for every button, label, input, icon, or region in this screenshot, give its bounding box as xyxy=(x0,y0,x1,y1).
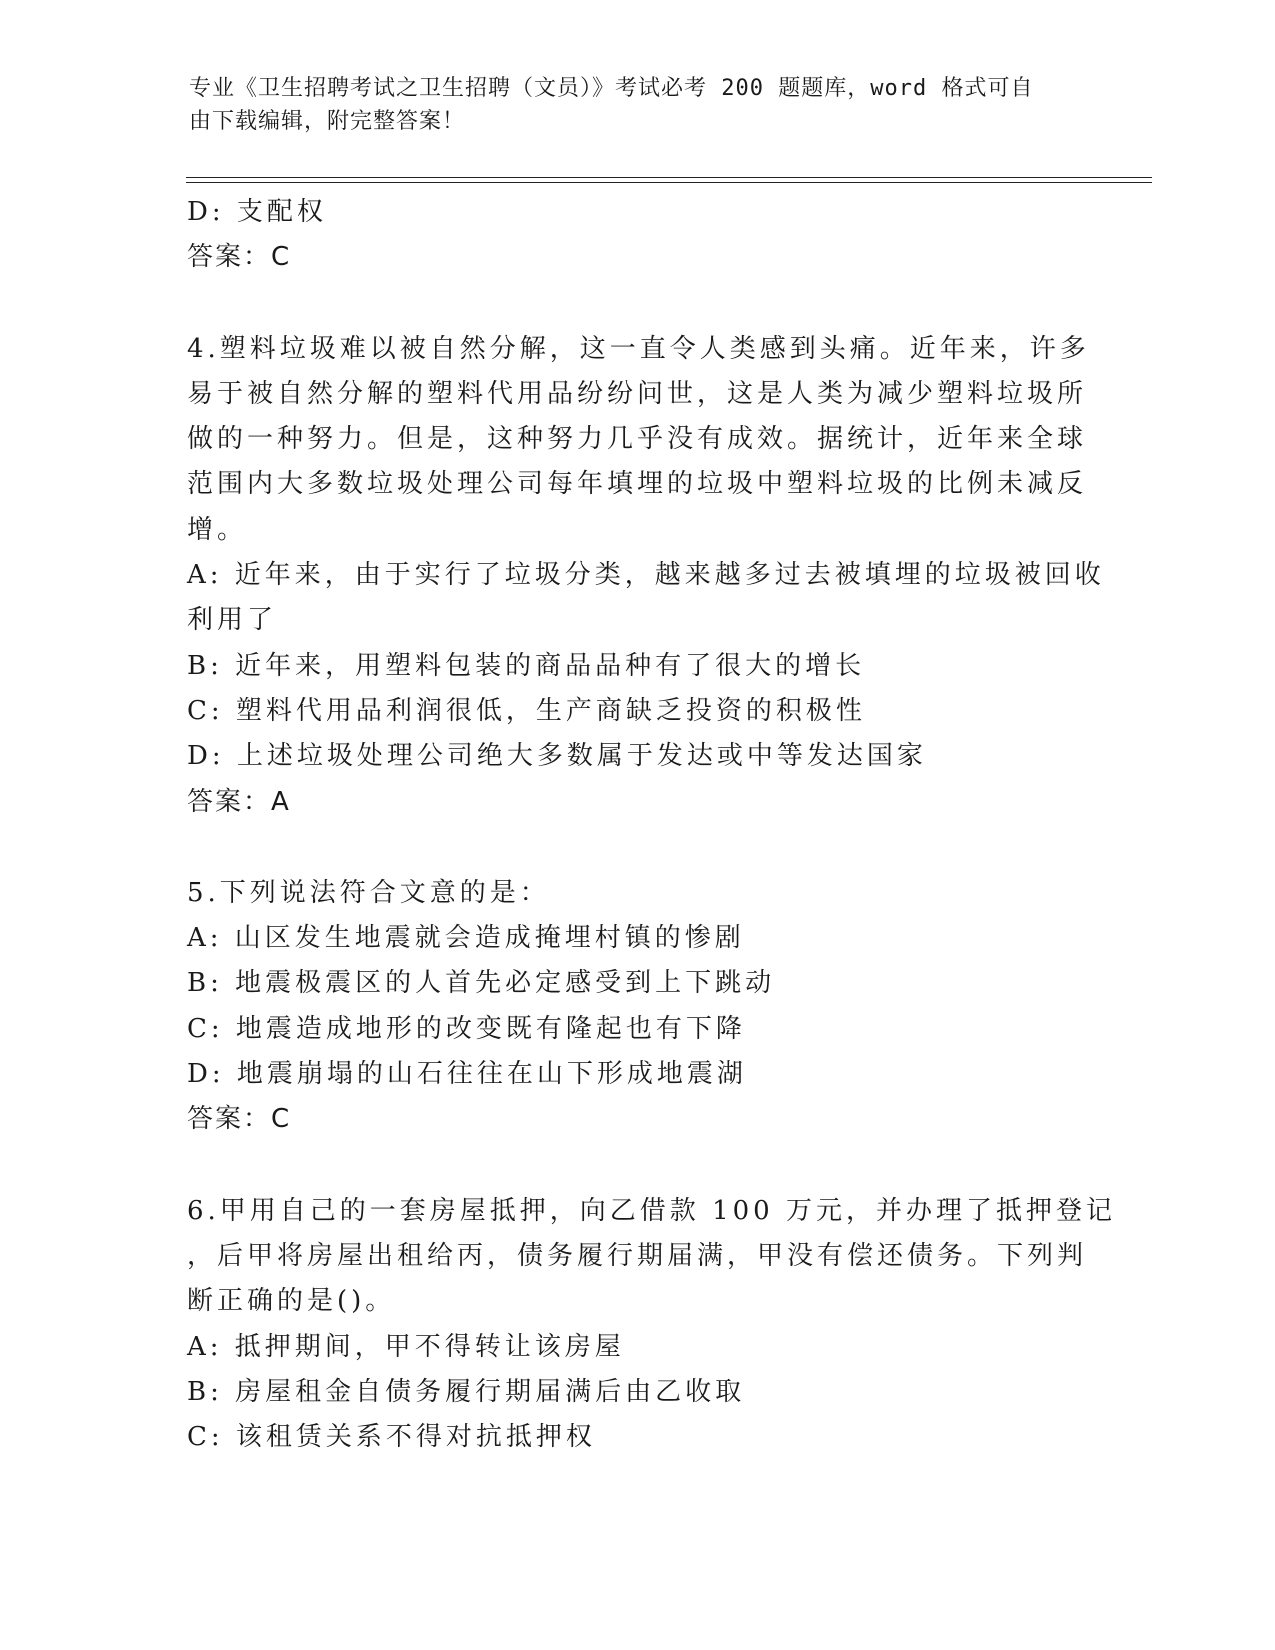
question-text-line: C: 塑料代用品利润很低，生产商缺乏投资的积极性 xyxy=(187,695,866,726)
question-text-line: 4.塑料垃圾难以被自然分解，这一直令人类感到头痛。近年来，许多 xyxy=(187,333,1090,364)
header-divider-bottom xyxy=(186,182,1152,183)
header-title-line-2: 由下载编辑，附完整答案！ xyxy=(189,109,466,134)
header-title-line-1: 专业《卫生招聘考试之卫生招聘（文员）》考试必考 200 题题库，word 格式可自 xyxy=(189,76,1034,101)
section-gap xyxy=(187,1143,1087,1189)
header-divider-top xyxy=(186,177,1152,178)
question-text-line: 易于被自然分解的塑料代用品纷纷问世，这是人类为减少塑料垃圾所 xyxy=(187,378,1088,409)
question-text-line: A: 抵押期间，甲不得转让该房屋 xyxy=(187,1331,625,1362)
question-text-line: B: 地震极震区的人首先必定感受到上下跳动 xyxy=(187,968,776,999)
document-body xyxy=(187,190,1116,1460)
question-text-line: A: 山区发生地震就会造成掩埋村镇的惨剧 xyxy=(187,923,745,954)
question-text-line: 5.下列说法符合文意的是： xyxy=(187,877,550,908)
section-gap xyxy=(187,825,1087,871)
answer-line: 答案：C xyxy=(187,242,292,273)
question-text-line: C: 地震造成地形的改变既有隆起也有下降 xyxy=(187,1013,746,1044)
question-text-line: 断正确的是()。 xyxy=(187,1286,396,1317)
answer-line: 答案：C xyxy=(187,1104,292,1135)
question-text-line: ，后甲将房屋出租给丙，债务履行期届满，甲没有偿还债务。下列判 xyxy=(187,1240,1088,1271)
question-text-line: C: 该租赁关系不得对抗抵押权 xyxy=(187,1422,596,1453)
question-text-line: D: 地震崩塌的山石往往在山下形成地震湖 xyxy=(187,1059,747,1090)
question-text-line: D: 支配权 xyxy=(187,197,327,227)
question-text-line: B: 房屋租金自债务履行期届满后由乙收取 xyxy=(187,1376,746,1407)
answer-line: 答案：A xyxy=(187,786,291,817)
question-text-line: 做的一种努力。但是，这种努力几乎没有成效。据统计，近年来全球 xyxy=(187,424,1088,455)
question-text-line: 6.甲用自己的一套房屋抵押，向乙借款 100 万元，并办理了抵押登记 xyxy=(187,1195,1116,1226)
document-header xyxy=(189,72,1079,138)
question-text-line: 范围内大多数垃圾处理公司每年填埋的垃圾中塑料垃圾的比例未减反 xyxy=(187,469,1088,500)
section-gap xyxy=(187,281,1087,327)
question-text-line: 增。 xyxy=(187,514,248,545)
question-text-line: 利用了 xyxy=(187,605,278,636)
question-text-line: D: 上述垃圾处理公司绝大多数属于发达或中等发达国家 xyxy=(187,741,927,772)
question-text-line: B: 近年来，用塑料包装的商品品种有了很大的增长 xyxy=(187,650,866,681)
question-text-line: A: 近年来，由于实行了垃圾分类，越来越多过去被填埋的垃圾被回收 xyxy=(187,560,1105,591)
